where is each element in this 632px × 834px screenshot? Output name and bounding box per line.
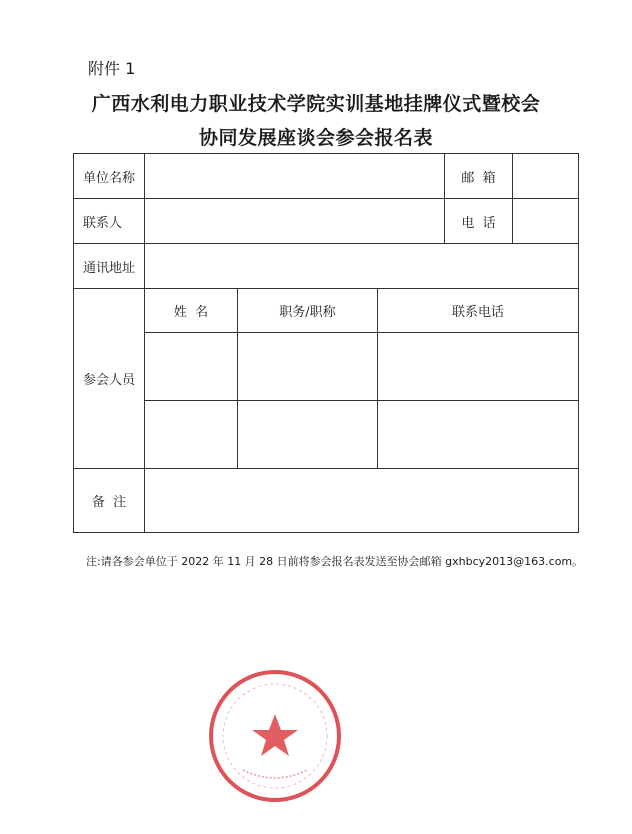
attendee-name-field[interactable] [145, 401, 238, 469]
registration-form-table [73, 153, 579, 533]
table-row [74, 333, 579, 401]
email-label: 邮 箱 [445, 154, 513, 198]
remarks-field[interactable] [145, 469, 579, 533]
attachment-label: 附件 1 [88, 59, 136, 78]
column-header-title: 职务/职称 [238, 289, 378, 333]
attendee-title-field[interactable] [238, 401, 378, 469]
column-header-name: 姓 名 [145, 289, 238, 333]
address-label: 通讯地址 [74, 244, 145, 289]
attendees-label: 参会人员 [74, 289, 145, 469]
attendee-phone-field[interactable] [378, 401, 579, 469]
phone-label: 电 话 [445, 199, 513, 243]
table-row [74, 154, 579, 199]
table-row [74, 199, 579, 244]
seal-star-icon [252, 714, 298, 756]
table-row [74, 244, 579, 289]
contact-field[interactable] [145, 199, 445, 244]
contact-label: 联系人 [74, 199, 145, 244]
unit-name-label: 单位名称 [74, 154, 145, 199]
attendee-name-field[interactable] [145, 333, 238, 401]
column-header-phone: 联系电话 [378, 289, 579, 333]
table-row [74, 401, 579, 469]
address-field[interactable] [145, 244, 579, 289]
table-row [74, 289, 579, 333]
unit-name-field[interactable] [145, 154, 445, 199]
phone-field[interactable] [513, 199, 578, 243]
document-title-line-2: 协同发展座谈会参会报名表 [198, 127, 433, 149]
document-title-line-1: 广西水利电力职业技术学院实训基地挂牌仪式暨校会 [91, 93, 541, 115]
attendee-title-field[interactable] [238, 333, 378, 401]
remarks-label: 备 注 [74, 469, 145, 533]
submission-note: 注:请各参会单位于 2022 年 11 月 28 日前将参会报名表发送至协会邮箱 gxhbcy2013@163.com。 [86, 555, 584, 568]
attendee-phone-field[interactable] [378, 333, 579, 401]
official-seal-stamp [205, 666, 345, 806]
table-row [74, 469, 579, 533]
email-field[interactable] [513, 154, 578, 198]
